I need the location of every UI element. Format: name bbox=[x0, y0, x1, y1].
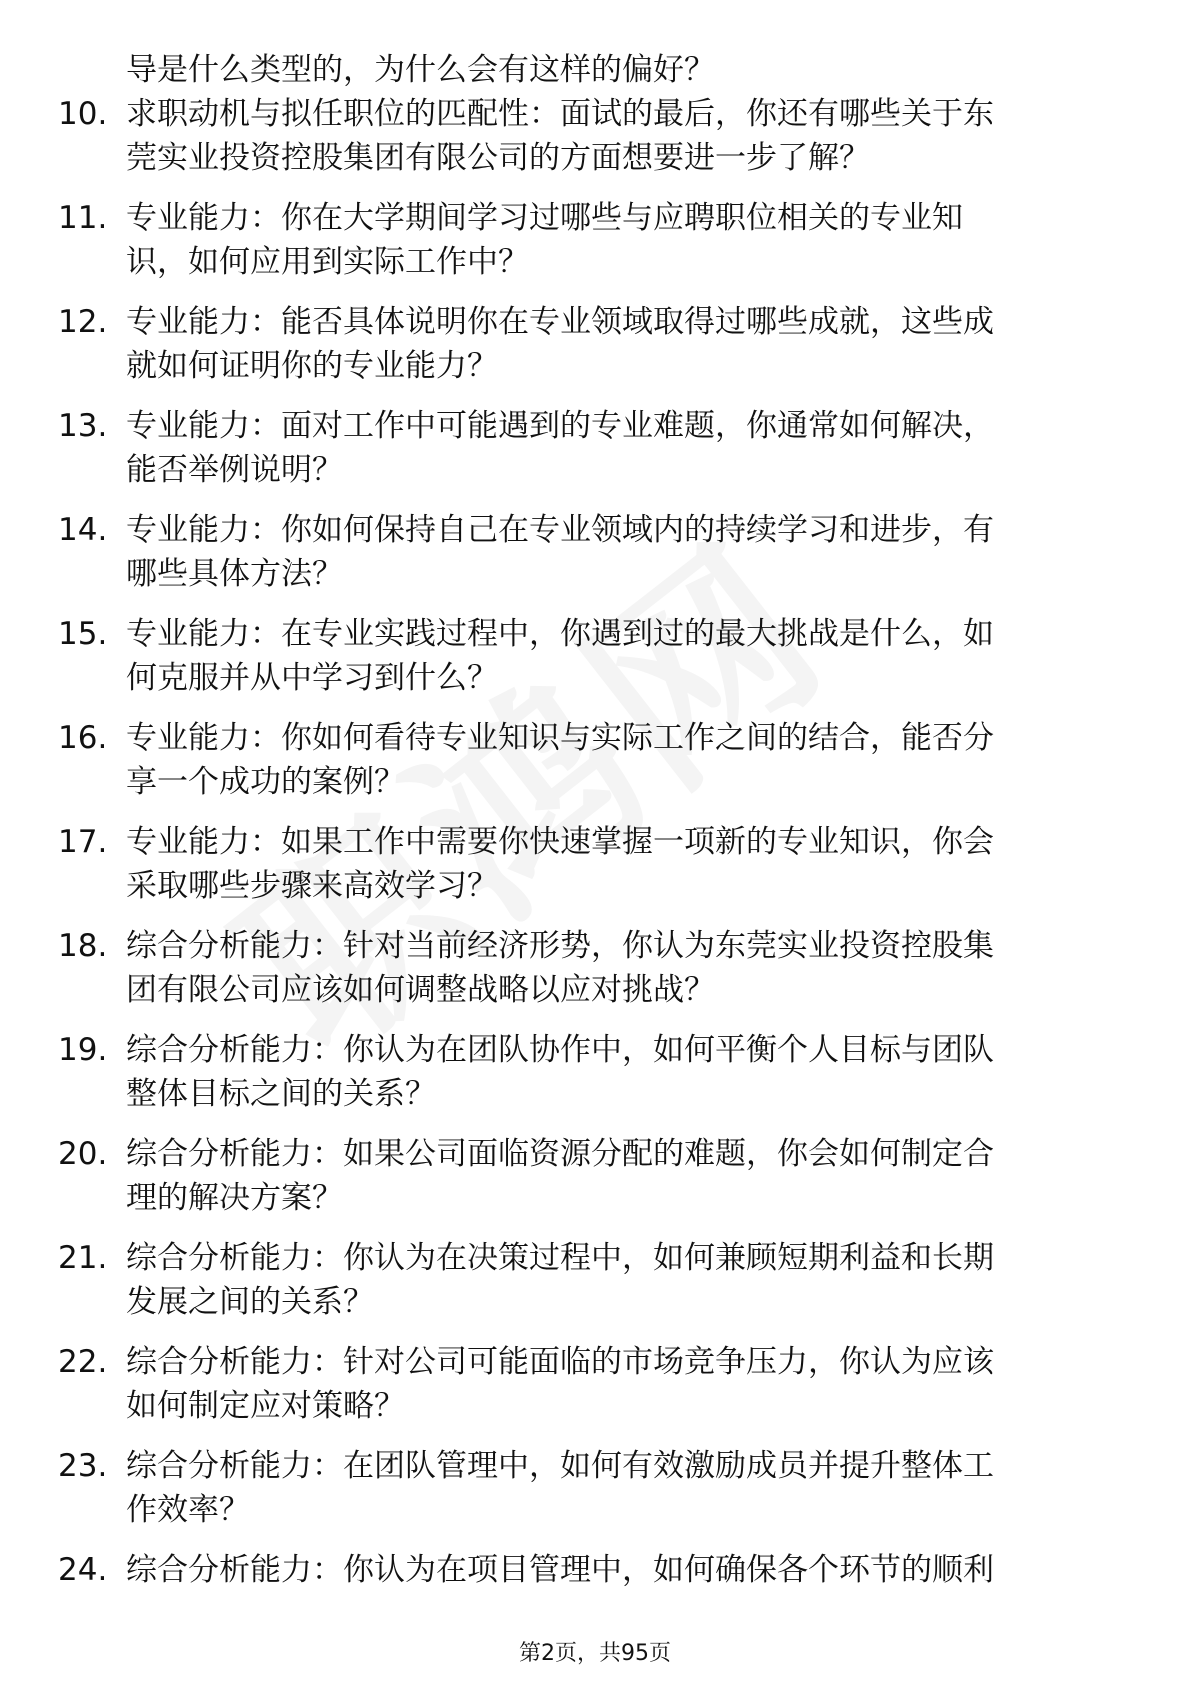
list-item bbox=[0, 92, 1190, 180]
item-text-line: 作效率？ bbox=[126, 1492, 250, 1528]
item-text-line: 综合分析能力：在团队管理中，如何有效激励成员并提升整体工 bbox=[126, 1448, 994, 1484]
item-text-line: 如何制定应对策略？ bbox=[126, 1388, 405, 1424]
item-number: 17. bbox=[58, 824, 108, 860]
item-text-line: 综合分析能力：你认为在项目管理中，如何确保各个环节的顺利 bbox=[126, 1552, 994, 1588]
item-text-line: 享一个成功的案例？ bbox=[126, 764, 405, 800]
item-text-line: 哪些具体方法？ bbox=[126, 556, 343, 592]
item-text-line: 能否举例说明？ bbox=[126, 452, 343, 488]
item-number: 20. bbox=[58, 1136, 108, 1172]
list-item bbox=[0, 1236, 1190, 1324]
item-number: 18. bbox=[58, 928, 108, 964]
item-text-line: 识，如何应用到实际工作中？ bbox=[126, 244, 529, 280]
question-list bbox=[0, 48, 1190, 1592]
item-number: 19. bbox=[58, 1032, 108, 1068]
item-number: 21. bbox=[58, 1240, 108, 1276]
item-number: 24. bbox=[58, 1552, 108, 1588]
item-text-line: 采取哪些步骤来高效学习？ bbox=[126, 868, 498, 904]
item-text-line: 专业能力：你在大学期间学习过哪些与应聘职位相关的专业知 bbox=[126, 200, 963, 236]
list-item bbox=[0, 716, 1190, 804]
list-item bbox=[0, 1444, 1190, 1532]
item-text-line: 综合分析能力：如果公司面临资源分配的难题，你会如何制定合 bbox=[126, 1136, 994, 1172]
item-text-line: 发展之间的关系？ bbox=[126, 1284, 374, 1320]
item-text-line: 综合分析能力：针对当前经济形势，你认为东莞实业投资控股集 bbox=[126, 928, 994, 964]
list-item bbox=[0, 924, 1190, 1012]
item-text-line: 莞实业投资控股集团有限公司的方面想要进一步了解？ bbox=[126, 140, 870, 176]
item-number: 13. bbox=[58, 408, 108, 444]
item-text-line: 理的解决方案？ bbox=[126, 1180, 343, 1216]
item-text-line: 综合分析能力：针对公司可能面临的市场竞争压力，你认为应该 bbox=[126, 1344, 994, 1380]
item-text-line: 综合分析能力：你认为在决策过程中，如何兼顾短期利益和长期 bbox=[126, 1240, 994, 1276]
list-item bbox=[0, 1340, 1190, 1428]
page-footer: 第2页，共95页 bbox=[519, 1641, 671, 1666]
continuation-line: 导是什么类型的，为什么会有这样的偏好？ bbox=[126, 52, 715, 88]
items-container bbox=[0, 92, 1190, 1592]
item-text-line: 专业能力：能否具体说明你在专业领域取得过哪些成就，这些成 bbox=[126, 304, 994, 340]
item-number: 14. bbox=[58, 512, 108, 548]
item-number: 11. bbox=[58, 200, 108, 236]
list-item bbox=[0, 508, 1190, 596]
list-item bbox=[0, 196, 1190, 284]
list-item bbox=[0, 300, 1190, 388]
item-number: 16. bbox=[58, 720, 108, 756]
item-text-line: 团有限公司应该如何调整战略以应对挑战？ bbox=[126, 972, 715, 1008]
item-number: 22. bbox=[58, 1344, 108, 1380]
list-item bbox=[0, 612, 1190, 700]
item-number: 15. bbox=[58, 616, 108, 652]
item-text-line: 专业能力：在专业实践过程中，你遇到过的最大挑战是什么，如 bbox=[126, 616, 994, 652]
item-text-line: 整体目标之间的关系？ bbox=[126, 1076, 436, 1112]
item-number: 23. bbox=[58, 1448, 108, 1484]
list-item bbox=[0, 1028, 1190, 1116]
item-number: 10. bbox=[58, 96, 108, 132]
item-text-line: 专业能力：面对工作中可能遇到的专业难题，你通常如何解决， bbox=[126, 408, 994, 444]
list-item bbox=[0, 820, 1190, 908]
list-item bbox=[0, 1548, 1190, 1592]
item-text-line: 专业能力：如果工作中需要你快速掌握一项新的专业知识，你会 bbox=[126, 824, 994, 860]
item-text-line: 专业能力：你如何看待专业知识与实际工作之间的结合，能否分 bbox=[126, 720, 994, 756]
item-text-line: 就如何证明你的专业能力？ bbox=[126, 348, 498, 384]
list-item bbox=[0, 404, 1190, 492]
item-text-line: 求职动机与拟任职位的匹配性：面试的最后，你还有哪些关于东 bbox=[126, 96, 994, 132]
item-text-line: 何克服并从中学习到什么？ bbox=[126, 660, 498, 696]
list-item bbox=[0, 1132, 1190, 1220]
item-number: 12. bbox=[58, 304, 108, 340]
item-text-line: 综合分析能力：你认为在团队协作中，如何平衡个人目标与团队 bbox=[126, 1032, 994, 1068]
item-text-line: 专业能力：你如何保持自己在专业领域内的持续学习和进步，有 bbox=[126, 512, 994, 548]
